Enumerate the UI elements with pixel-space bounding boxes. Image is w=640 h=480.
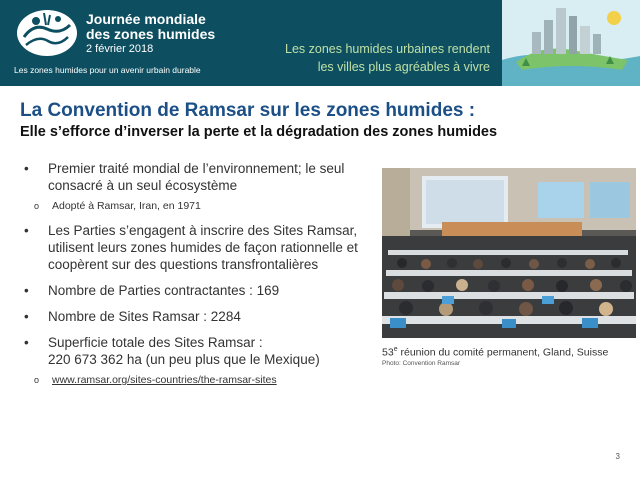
event-title-line1: Journée mondiale bbox=[86, 11, 206, 27]
sub-bullet-marker: o bbox=[34, 201, 40, 211]
sub-bullet-text: Adopté à Ramsar, Iran, en 1971 bbox=[52, 200, 201, 212]
event-title-line2: des zones humides bbox=[86, 26, 216, 42]
banner-message-line1: Les zones humides urbaines rendent bbox=[285, 42, 490, 56]
banner-message bbox=[285, 40, 490, 76]
event-banner bbox=[0, 0, 640, 86]
bullet-marker: • bbox=[24, 309, 29, 324]
event-tagline: Les zones humides pour un avenir urbain durable bbox=[14, 65, 201, 75]
event-date: 2 février 2018 bbox=[86, 43, 154, 55]
photo-caption bbox=[382, 346, 608, 359]
slide-subtitle: Elle s’efforce d’inverser la perte et la dégradation des zones humides bbox=[20, 124, 498, 140]
caption-superscript: e bbox=[393, 346, 398, 353]
sub-bullet-item bbox=[24, 200, 374, 213]
bullet-item bbox=[24, 308, 374, 325]
sub-bullet-marker: o bbox=[34, 375, 40, 385]
page-number: 3 bbox=[615, 452, 620, 461]
bullet-text: Nombre de Sites Ramsar : 2284 bbox=[48, 309, 241, 324]
bullet-text: Les Parties s’engagent à inscrire des Sites Ramsar, utilisent leurs zones humides de façon rationnelle et coopèrent sur des questions transfrontalières bbox=[48, 223, 358, 272]
bullet-item bbox=[24, 222, 374, 273]
bullet-item bbox=[24, 282, 374, 299]
banner-message-line2: les villes plus agréables à vivre bbox=[317, 60, 490, 74]
bullet-marker: • bbox=[24, 223, 29, 238]
bullet-item bbox=[24, 160, 374, 194]
bullet-text-line1: Superficie totale des Sites Ramsar : bbox=[48, 335, 263, 350]
meeting-room-photo bbox=[382, 168, 636, 338]
sub-bullet-item bbox=[24, 374, 374, 387]
bullet-marker: • bbox=[24, 283, 29, 298]
bullet-text: Nombre de Parties contractantes : 169 bbox=[48, 283, 280, 298]
bullet-marker: • bbox=[24, 335, 29, 350]
bullet-text: Premier traité mondial de l’environnement; le seul consacré à un seul écosystème bbox=[48, 161, 345, 193]
bullet-text-line2: 220 673 362 ha (un peu plus que le Mexique) bbox=[48, 352, 320, 367]
event-title bbox=[86, 12, 215, 42]
slide-title: La Convention de Ramsar sur les zones humides : bbox=[20, 100, 476, 121]
bullet-list bbox=[24, 160, 374, 396]
photo-credit: Photo: Convention Ramsar bbox=[382, 360, 461, 367]
bullet-marker: • bbox=[24, 161, 29, 176]
ramsar-sites-link[interactable]: www.ramsar.org/sites-countries/the-ramsar-sites bbox=[52, 374, 277, 386]
city-wetland-illustration-icon bbox=[502, 0, 640, 86]
wetlands-day-logo-icon bbox=[14, 7, 80, 59]
bullet-item bbox=[24, 334, 374, 368]
caption-text: réunion du comité permanent, Gland, Suisse bbox=[397, 346, 609, 359]
caption-number: 53 bbox=[382, 346, 394, 359]
